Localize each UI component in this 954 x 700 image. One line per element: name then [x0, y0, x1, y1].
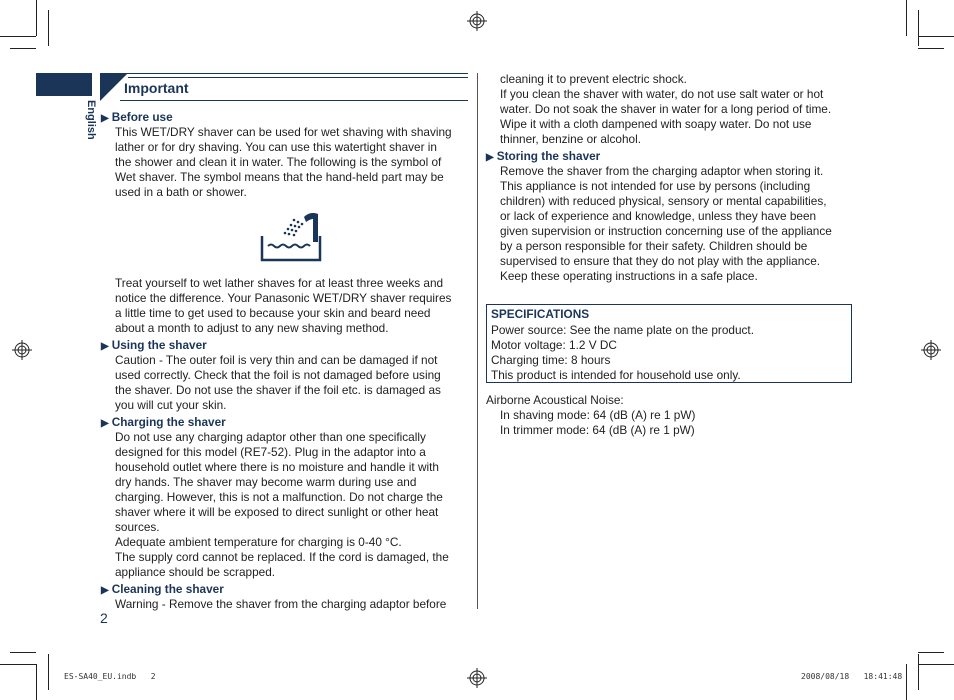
crop-mark — [918, 10, 919, 46]
arrow-icon: ▶ — [486, 152, 494, 163]
heading-storing — [486, 149, 600, 165]
heading-text: Cleaning the shaver — [111, 582, 224, 596]
heading-using — [101, 338, 207, 354]
heading-charging — [101, 415, 226, 431]
heading-cleaning — [101, 582, 224, 598]
arrow-icon: ▶ — [101, 418, 109, 429]
noise-text: In shaving mode: 64 (dB (A) re 1 pW) In trimmer mode: 64 (dB (A) re 1 pW) — [500, 408, 696, 437]
bath-shower-icon — [258, 210, 324, 264]
header-rule — [128, 77, 468, 78]
crop-mark — [918, 48, 944, 49]
registration-mark-icon — [467, 668, 487, 688]
storing-text: Remove the shaver from the charging adaptor when storing it. This appliance is not intended for use by persons (including children) with reduced physical, sensory or mental capabilities, or lack of experience and knowledge, unless they have been given supervision or instruction concerning use of the appliance by a person responsible for their safety. Children should be supervised to ensure that they do not play with the appliance. Keep these operating instructions in a safe place. — [500, 164, 832, 283]
arrow-icon: ▶ — [101, 113, 109, 124]
registration-mark-icon — [921, 340, 941, 360]
crop-mark — [36, 0, 37, 36]
crop-mark — [48, 654, 49, 690]
noise-title: Airborne Acoustical Noise: — [486, 393, 624, 407]
registration-mark-icon — [12, 340, 32, 360]
section-title: Important — [124, 80, 189, 96]
cleaning-text: Warning - Remove the shaver from the charging adaptor before — [115, 597, 447, 611]
crop-mark — [906, 664, 907, 700]
header-rule — [120, 100, 468, 101]
crop-mark — [918, 664, 954, 665]
language-tab — [36, 73, 92, 96]
header-rule — [100, 73, 468, 74]
language-label: English — [85, 100, 97, 140]
arrow-icon: ▶ — [101, 341, 109, 352]
crop-mark — [918, 36, 954, 37]
crop-mark — [36, 664, 37, 700]
heading-text: Storing the shaver — [496, 149, 601, 163]
page-number: 2 — [100, 610, 108, 626]
heading-text: Before use — [111, 110, 173, 124]
before-use-text: This WET/DRY shaver can be used for wet shaving with shaving lather or for dry shaving. You can use this watertight shaver in the shower and clean it in water. The following is the symbol of Wet shaver. The symbol means that the hand-held part may be used in a bath or shower. — [115, 125, 452, 199]
crop-mark — [0, 664, 36, 665]
crop-mark — [10, 652, 36, 653]
footer-date: 2008/08/18 18:41:48 — [801, 672, 903, 681]
crop-mark — [10, 48, 36, 49]
heading-before-use — [101, 110, 173, 126]
before-use-text-2: Treat yourself to wet lather shaves for at least three weeks and notice the difference. Your Panasonic WET/DRY shaver requires a little time to get used to because your skin and beard need about a month to adjust to any new shaving method. — [115, 276, 452, 335]
heading-text: Charging the shaver — [111, 415, 226, 429]
specifications-title: SPECIFICATIONS — [491, 307, 590, 321]
crop-mark — [48, 10, 49, 46]
crop-mark — [0, 36, 36, 37]
column-divider — [477, 73, 478, 609]
crop-mark — [906, 0, 907, 36]
registration-mark-icon — [467, 11, 487, 31]
footer-file: ES-SA40_EU.indb 2 — [64, 672, 156, 681]
charging-text: Do not use any charging adaptor other than one specifically designed for this model (RE7-52). Plug in the adaptor into a household outlet where there is no moisture and handle it with dry hands. The shaver may become warm during use and charging. However, this is not a malfunction. Do not charge the shaver where it will be exposed to direct sunlight or other heat sources. Adequate ambient temperature for charging is 0-40 °C. The supply cord cannot be replaced. If the cord is damaged, the appliance should be scrapped. — [115, 430, 449, 579]
crop-mark — [918, 654, 919, 690]
crop-mark — [918, 652, 944, 653]
specifications-text: Power source: See the name plate on the product. Motor voltage: 1.2 V DC Charging time: 8 hours This product is intended for household use only. — [491, 323, 754, 382]
using-text: Caution - The outer foil is very thin and can be damaged if not used correctly. Check that the foil is not damaged before using the shaver. Do not use the shaver if the foil etc. is damaged as you will cut your skin. — [115, 353, 441, 412]
cleaning-text-cont: cleaning it to prevent electric shock. If you clean the shaver with water, do not use salt water or hot water. Do not soak the shaver in water for a long period of time. Wipe it with a cloth dampened with soapy water. Do not use thinner, benzine or alcohol. — [500, 72, 832, 146]
heading-text: Using the shaver — [111, 338, 207, 352]
arrow-icon: ▶ — [101, 585, 109, 596]
